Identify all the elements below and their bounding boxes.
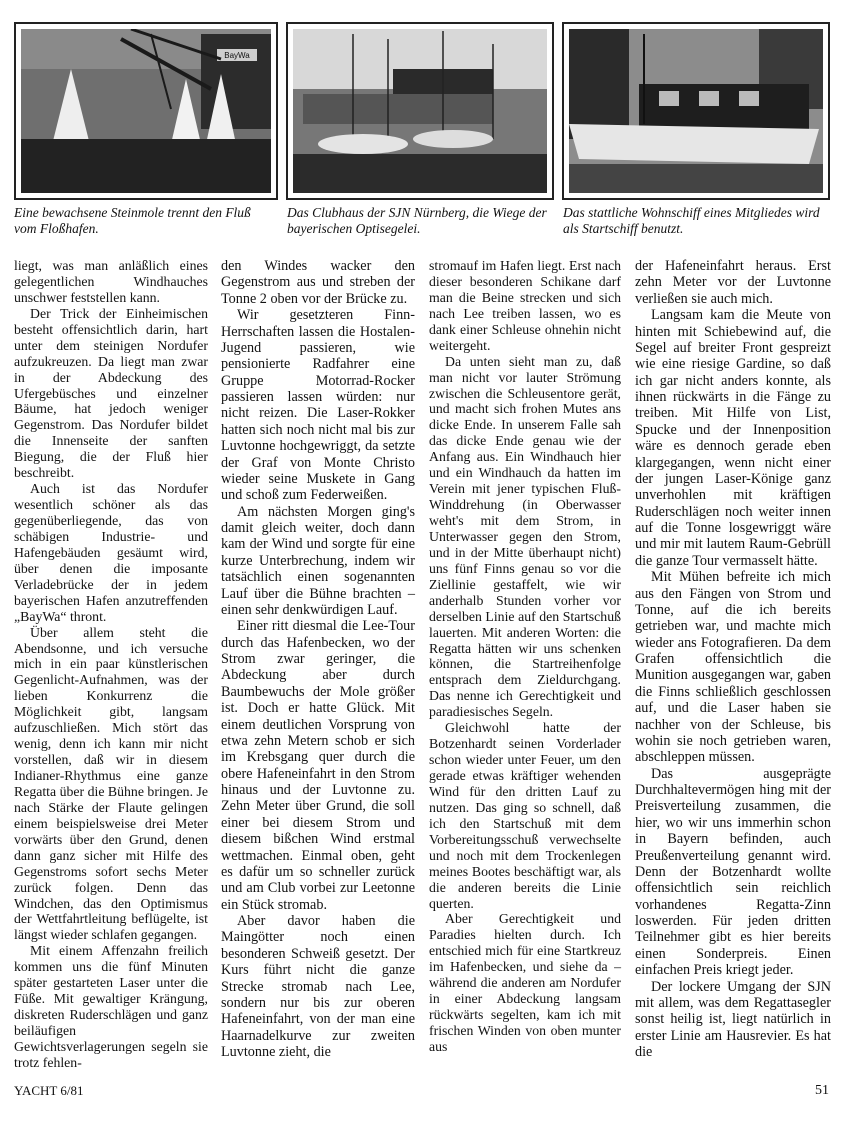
- paragraph: Mit einem Affenzahn freilich kommen uns die fünf Minuten später gestarteten Laser unter die Füße. Mit gewaltiger Krängung, diskreten Ruderschlägen und ganz beiläufigen Gewichtsverlagerungen segeln sie trotz fehlen-: [14, 943, 208, 1070]
- paragraph: Aber davor haben die Maingötter noch einen besonderen Schweiß gesetzt. Der Kurs führt nicht die ganze Strecke stromab nach Lee, sondern nur bis zur oberen Hafeneinfahrt, von der man eine Haarnadelkurve zur zweiten Luvtonne zieht, die: [221, 913, 415, 1060]
- paragraph: Auch ist das Nordufer wesentlich schöner als das gegenüberliegende, das von schäbigen Industrie- und Hafengebäuden gesäumt wird, über denen die imposante Verladebrücke der in jedem bayerischen Hafen anzutreffenden „BayWa“ thront.: [14, 481, 208, 624]
- paragraph: Einer ritt diesmal die Lee-Tour durch das Hafenbecken, wo der Strom zwar geringer, die Abdeckung aber durch Baumbewuchs der Mole größer ist. Doch er hatte Glück. Mit einem deutlichen Vorsprung von etwa zehn Metern schob er sich im Krebsgang quer durch die obere Hafeneinfahrt in den Strom hinaus und der Luvtonne zu. Zehn Meter über Grund, die soll einer bei diesem Strom und diesem bißchen Wind erstmal wettmachen. Einmal oben, geht es dafür um so schneller zurück und am Club vorbei zur Leetonne ein Stück stromab.: [221, 618, 415, 913]
- paragraph: stromauf im Hafen liegt. Erst nach dieser besonderen Schikane darf man die Beine strecken und sich nach Lee treiben lassen, wo es dank einer Schleuse ohnehin nicht weitergeht.: [429, 258, 621, 353]
- photo-row: [14, 22, 830, 202]
- paragraph: Der Trick der Einheimischen besteht offensichtlich darin, hart unter dem steinigen Nordufer aufzukreuzen. Da liegt man zwar in der Abdeckung des Ufergebüsches und einzelner Bäume, hat jedoch weniger Gegenstrom. Das Nordufer bildet die Innenseite der sanften Biegung, die der Fluß hier beschreibt.: [14, 305, 208, 481]
- article-column-1: [14, 258, 208, 1071]
- caption-photo-3: Das stattliche Wohnschiff eines Mitgliedes wird als Startschiff benutzt.: [563, 205, 820, 236]
- photo-stone-mole-image: [21, 29, 271, 193]
- paragraph: Langsam kam die Meute von hinten mit Schiebewind auf, die Segel auf breiter Front gespreizt wie eine riesige Gardine, so daß ich gar nicht anders konnte, als ihnen rückwärts in die Fänge zu treiben. Mit Hilfe von List, Spucke und der Innenposition wäre es dennoch gerade eben klargegangen, wenn nicht einer der jungen Laser-Könige ganz unverhohlen mit kräftigen Ruderschlägen noch weiter innen auf die Tonne losgewriggt wäre und mir mit lautem Raum-Gebrüll die ganze Tour vermasselt hätte.: [635, 307, 831, 569]
- paragraph: Mit Mühen befreite ich mich aus den Fängen von Strom und Tonne, auf die ich bereits getrieben war, und machte mich wieder ans Fotografieren. Da dem Grafen offensichtlich die Munition ausgegangen war, gaben die Finns schließlich geschlossen auf, und die Laser haben sie nachher von der Schleuse, bis wohin sie noch getrieben waren, abschleppen müssen.: [635, 569, 831, 766]
- paragraph: liegt, was man anläßlich eines gelegentlichen Windhauches unschwer feststellen kann.: [14, 258, 208, 305]
- article-column-3: [429, 258, 621, 1055]
- photo-stone-mole: [14, 22, 278, 200]
- paragraph: Aber Gerechtigkeit und Paradies hielten durch. Ich entschied mich für eine Startkreuz im Hafenbecken, und siehe da – während die anderen am Nordufer in einer Abdeckung langsam rückwärts segelten, kam ich mit frischen Winden von oben munter aus: [429, 911, 621, 1054]
- paragraph: Das ausgeprägte Durchhaltevermögen hing mit der Preisverteilung zusammen, die hier, wo wir uns immerhin schon in Bayern befinden, auch Preußenverteilung genannt wird. Denn der Botzenhardt wollte offensichtlich sein reichlich vorhandenes Regatta-Zinn loswerden. Für jeden dritten Teilnehmer gibt es hier bereits einen Sonderpreis. Einen einfachen Preis kriegt jeder.: [635, 765, 831, 979]
- page-number: 51: [815, 1083, 829, 1098]
- bay-wa-sign: BayWa: [224, 51, 250, 60]
- paragraph: den Windes wacker den Gegenstrom aus und streben der Tonne 2 oben vor der Brücke zu.: [221, 258, 415, 307]
- paragraph: Am nächsten Morgen ging's damit gleich weiter, doch dann kam der Wind und sorgte für eine kurze Unterbrechung, indem wir tatsächlich einen sogenannten Lauf über die Bühne brachten – einen sehr denkwürdigen Lauf.: [221, 503, 415, 618]
- photo-houseboat-image: [569, 29, 823, 193]
- caption-photo-1: Eine bewachsene Steinmole trennt den Fluß vom Floßhafen.: [14, 205, 251, 236]
- photo-clubhouse: [286, 22, 554, 200]
- article-column-4: [635, 258, 831, 1060]
- article-column-2: [221, 258, 415, 1060]
- photo-clubhouse-image: [293, 29, 547, 193]
- magazine-issue-label: YACHT 6/81: [14, 1083, 84, 1098]
- paragraph: Wir gesetzteren Finn-Herrschaften lassen die Hostalen-Jugend passieren, wie pensionierte Radfahrer eine Gruppe Motorrad-Rocker passieren lassen würden: nur nicht reizen. Die Laser-Rokker hatten sich noch nicht mal bis zur Luvtonne hochgewriggt, da setzte der Graf von Monte Christo wieder seine Muskete in Gang und schoß zum Federweißen.: [221, 307, 415, 504]
- paragraph: Da unten sieht man zu, daß man nicht vor lauter Strömung zwischen die Schleusentore gerät, und macht sich frohen Mutes ans dicke Ende. In unserem Falle sah das dicke Ende genau wie der Anfang aus. Ein Windhauch hier und ein Windhauch da hatten im Verein mit jener typischen Fluß-Winddrehung (in Oberwasser weht's mit dem Strom, in Unterwasser gegen den Strom, und in der Mitte überhaupt nicht) uns fünf Finns genau so vor die Ziellinie gestaffelt, wie wir anderhalb Stunden vorher vor derselben Linie auf den Startschuß lauerten. Mit anderen Worten: die Regatta hätten wir uns schenken können, die Startreihenfolge entsprach dem Zieldurchgang. Das nenne ich Gerechtigkeit und paradiesisches Segeln.: [429, 353, 621, 720]
- paragraph: Der lockere Umgang der SJN mit allem, was dem Regattasegler sonst heilig ist, liegt natürlich in erster Linie am Hausrevier. Es hat die: [635, 978, 831, 1060]
- paragraph: Gleichwohl hatte der Botzenhardt seinen Vorderlader schon wieder unter Feuer, um den gerade etwas kräftiger wehenden Wind für den dritten Lauf zu nutzen. Das ging so schnell, daß ich den Startschuß mit dem Vorbereitungsschuß verwechselte und noch mit dem Trockenlegen meines Bootes beschäftigt war, als die anderen bereits die Linie querten.: [429, 720, 621, 911]
- paragraph: Über allem steht die Abendsonne, und ich versuche mich in ein paar künstlerischen Gegenlicht-Aufnahmen, was der lieben Konkurrenz die Möglichkeit gibt, langsam aufzuschließen. Mich stört das wenig, denn ich kann mir nicht vorstellen, daß wir in diesem Indianer-Rhythmus eine ganze Regatta über die Bühne bringen. Je nach Stärke der Flaute gelingen einem beispielsweise drei Meter vorwärts über den Grund, denen dann ganz sicher mit Hilfe des Gegenstroms sofort sechs Meter zurück folgen. Denn das Windchen, das den Optimismus der Wettfahrtleitung beflügelte, ist längst wieder schlafen gegangen.: [14, 624, 208, 943]
- photo-houseboat: [562, 22, 830, 200]
- caption-photo-2: Das Clubhaus der SJN Nürnberg, die Wiege der bayerischen Optisegelei.: [287, 205, 547, 236]
- paragraph: der Hafeneinfahrt heraus. Erst zehn Meter vor der Luvtonne verließen sie auch mich.: [635, 258, 831, 307]
